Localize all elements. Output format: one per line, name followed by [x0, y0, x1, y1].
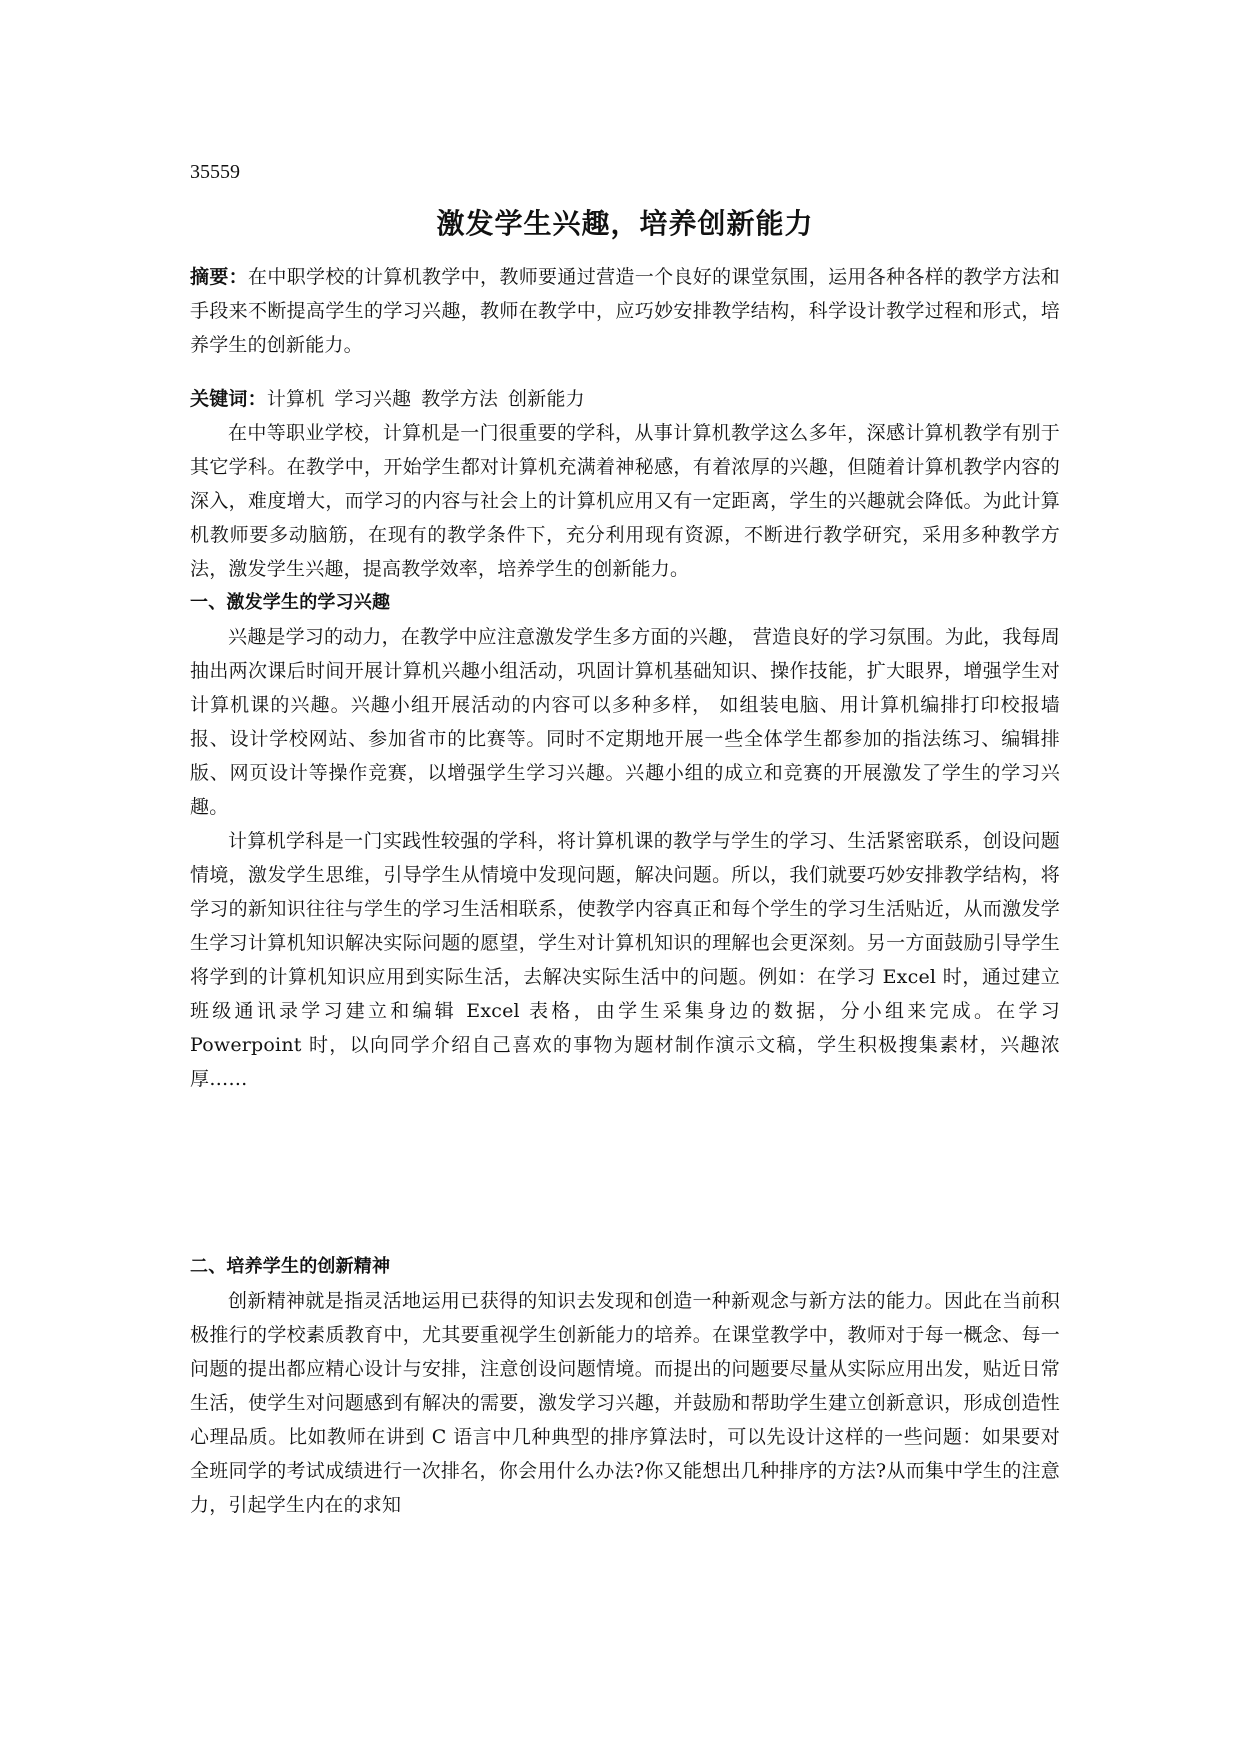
section-2-heading-wrapper	[190, 1250, 1060, 1284]
document-id: 35559	[190, 161, 240, 183]
keyword-item: 计算机	[266, 388, 325, 410]
intro-paragraph: 在中等职业学校，计算机是一门很重要的学科，从事计算机教学这么多年，深感计算机教学有别于其它学科。在教学中，开始学生都对计算机充满着神秘感，有着浓厚的兴趣，但随着计算机教学内容的深入，难度增大，而学习的内容与社会上的计算机应用又有一定距离，学生的兴趣就会降低。为此计算机教师要多动脑筋，在现有的教学条件下，充分利用现有资源，不断进行教学研究，采用多种教学方法，激发学生兴趣，提高教学效率，培养学生的创新能力。	[190, 422, 1060, 580]
keyword-item: 教学方法	[421, 388, 499, 410]
section-2-body	[190, 1284, 1060, 1522]
section-heading: 一、激发学生的学习兴趣	[190, 592, 391, 613]
section-paragraph: 创新精神就是指灵活地运用已获得的知识去发现和创造一种新观念与新方法的能力。因此在当前积极推行的学校素质教育中，尤其要重视学生创新能力的培养。在课堂教学中，教师对于每一概念、每一问题的提出都应精心设计与安排，注意创设问题情境。而提出的问题要尽量从实际应用出发，贴近日常生活，使学生对问题感到有解决的需要，激发学习兴趣，并鼓励和帮助学生建立创新意识，形成创造性心理品质。比如教师在讲到 C 语言中几种典型的排序算法时，可以先设计这样的一些问题：如果要对全班同学的考试成绩进行一次排名，你会用什么办法?你又能想出几种排序的方法?从而集中学生的注意力，引起学生内在的求知	[190, 1290, 1060, 1516]
document-title: 激发学生兴趣，培养创新能力	[436, 207, 814, 240]
section-heading: 二、培养学生的创新精神	[190, 1256, 391, 1277]
abstract-label: 摘要：	[190, 266, 249, 288]
abstract-text: 在中职学校的计算机教学中，教师要通过营造一个良好的课堂氛围，运用各种各样的教学方法和手段来不断提高学生的学习兴趣，教师在教学中，应巧妙安排教学结构，科学设计教学过程和形式，培养学生的创新能力。	[190, 266, 1060, 356]
keyword-item: 创新能力	[508, 388, 585, 410]
keywords	[190, 382, 1060, 416]
section-paragraph: 计算机学科是一门实践性较强的学科，将计算机课的教学与学生的学习、生活紧密联系，创设问题情境，激发学生思维，引导学生从情境中发现问题，解决问题。所以，我们就要巧妙安排教学结构，将学习的新知识往往与学生的学习生活相联系，使教学内容真正和每个学生的学习生活贴近，从而激发学生学习计算机知识解决实际问题的愿望，学生对计算机知识的理解也会更深刻。另一方面鼓励引导学生将学到的计算机知识应用到实际生活，去解决实际生活中的问题。例如：在学习 Excel 时，通过建立班级通讯录学习建立和编辑 Excel 表格，由学生采集身边的数据，分小组来完成。在学习 Powerpoint 时，以向同学介绍自己喜欢的事物为题材制作演示文稿，学生积极搜集素材，兴趣浓厚……	[190, 830, 1060, 1090]
abstract	[190, 260, 1060, 362]
section-paragraph: 兴趣是学习的动力，在教学中应注意激发学生多方面的兴趣， 营造良好的学习氛围。为此，我每周抽出两次课后时间开展计算机兴趣小组活动，巩固计算机基础知识、操作技能，扩大眼界，增强学生对计算机课的兴趣。兴趣小组开展活动的内容可以多种多样， 如组装电脑、用计算机编排打印校报墙报、设计学校网站、参加省市的比赛等。同时不定期地开展一些全体学生都参加的指法练习、编辑排版、网页设计等操作竞赛，以增强学生学习兴趣。兴趣小组的成立和竞赛的开展激发了学生的学习兴趣。	[190, 626, 1060, 818]
body-section	[190, 416, 1060, 1096]
keyword-item: 学习兴趣	[334, 388, 412, 410]
keywords-label: 关键词：	[190, 388, 267, 410]
